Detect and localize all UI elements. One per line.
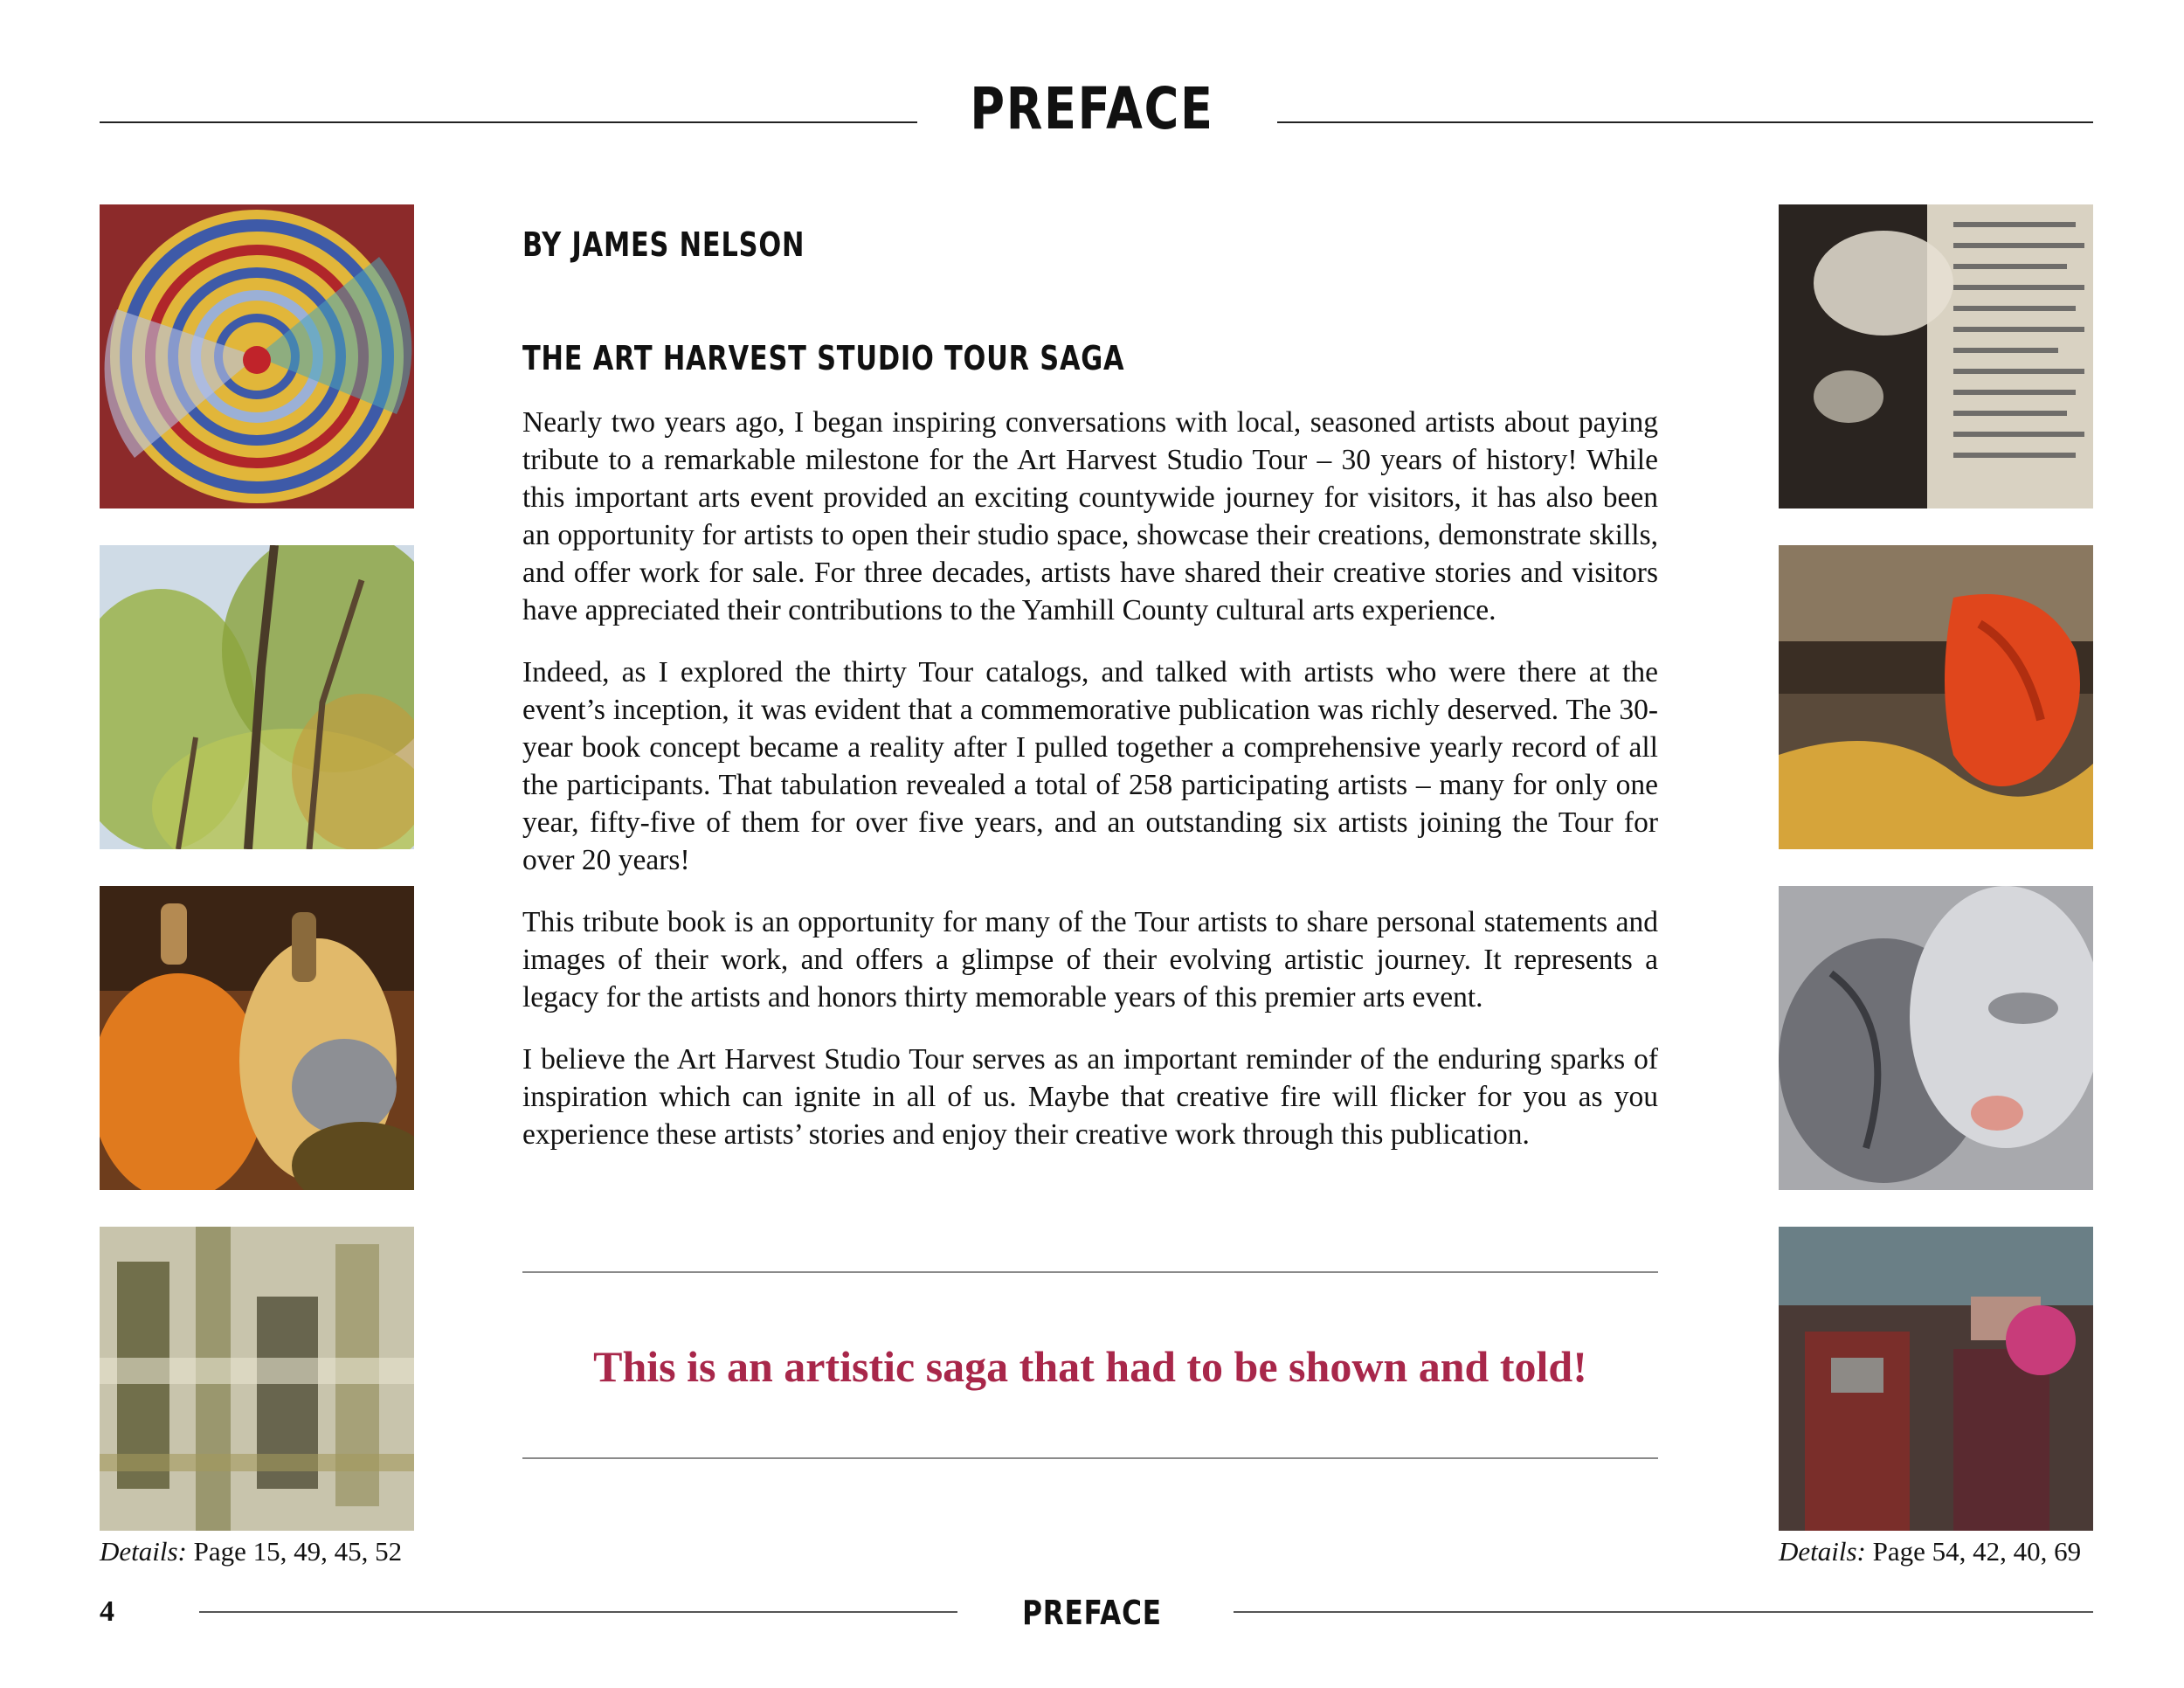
quote-rule-bottom (522, 1457, 1658, 1459)
artwork-silver-mask-painting (1779, 886, 2093, 1190)
byline: BY JAMES NELSON (522, 225, 805, 264)
paragraph: I believe the Art Harvest Studio Tour serves as an important reminder of the enduring sparks of inspiration which can ignite in all of us. Maybe that creative fire will flicker for you as you experience these artists’ stories and enjoy their creative work through this publication. (522, 1043, 1658, 1151)
footer-rule-right (1234, 1611, 2093, 1613)
page-number: 4 (100, 1595, 114, 1628)
artwork-red-fabric-painting (1779, 545, 2093, 849)
caption-left (100, 1536, 402, 1567)
caption-pages: Page 54, 42, 40, 69 (1872, 1536, 2082, 1567)
header-rule-right (1277, 121, 2093, 123)
artwork-typewriter-collage (1779, 204, 2093, 508)
paragraph: Indeed, as I explored the thirty Tour catalogs, and talked with artists who were there at the event’s inception, it was evident that a commemorative publication was richly deserved. The 30-year book concept became a reality after I pulled together a comprehensive yearly record of all the participants. That tabulation revealed a total of 258 participating artists – many for only one year, fifty-five of them for over five years, and an outstanding six artists joining the Tour for over 20 years! (522, 656, 1658, 876)
caption-pages: Page 15, 49, 45, 52 (193, 1536, 403, 1567)
caption-right (1779, 1536, 2081, 1567)
paragraph: Nearly two years ago, I began inspiring conversations with local, seasoned artists about paying tribute to a remarkable milestone for the Art Harvest Studio Tour – 30 years of history! While this important arts event provided an exciting countywide journey for visitors, it has also been an opportunity for artists to open their studio space, showcase their creations, demonstrate skills, and offer work for sale. For three decades, artists have shared their creative stories and visitors have appreciated their contributions to the Yamhill County cultural arts experience. (522, 406, 1658, 626)
paragraph: This tribute book is an opportunity for many of the Tour artists to share personal statements and images of their work, and offers a glimpse of their evolving artistic journey. It represents a legacy for the artists and honors thirty memorable years of this premier arts event. (522, 906, 1658, 1013)
artwork-labyrinth-painting (100, 204, 414, 508)
section-title: THE ART HARVEST STUDIO TOUR SAGA (522, 339, 1125, 377)
article-body (522, 404, 1658, 1178)
page-title: PREFACE (970, 75, 1214, 142)
footer-title: PREFACE (1022, 1594, 1162, 1632)
artwork-assemblage-sculpture (1779, 1227, 2093, 1531)
artwork-abstract-painting (100, 1227, 414, 1531)
artwork-pumpkins-still-life (100, 886, 414, 1190)
caption-label: Details: (100, 1536, 187, 1567)
artwork-trees-painting (100, 545, 414, 849)
quote-rule-top (522, 1271, 1658, 1273)
pull-quote: This is an artistic saga that had to be shown and told! (593, 1342, 1587, 1391)
caption-label: Details: (1779, 1536, 1866, 1567)
